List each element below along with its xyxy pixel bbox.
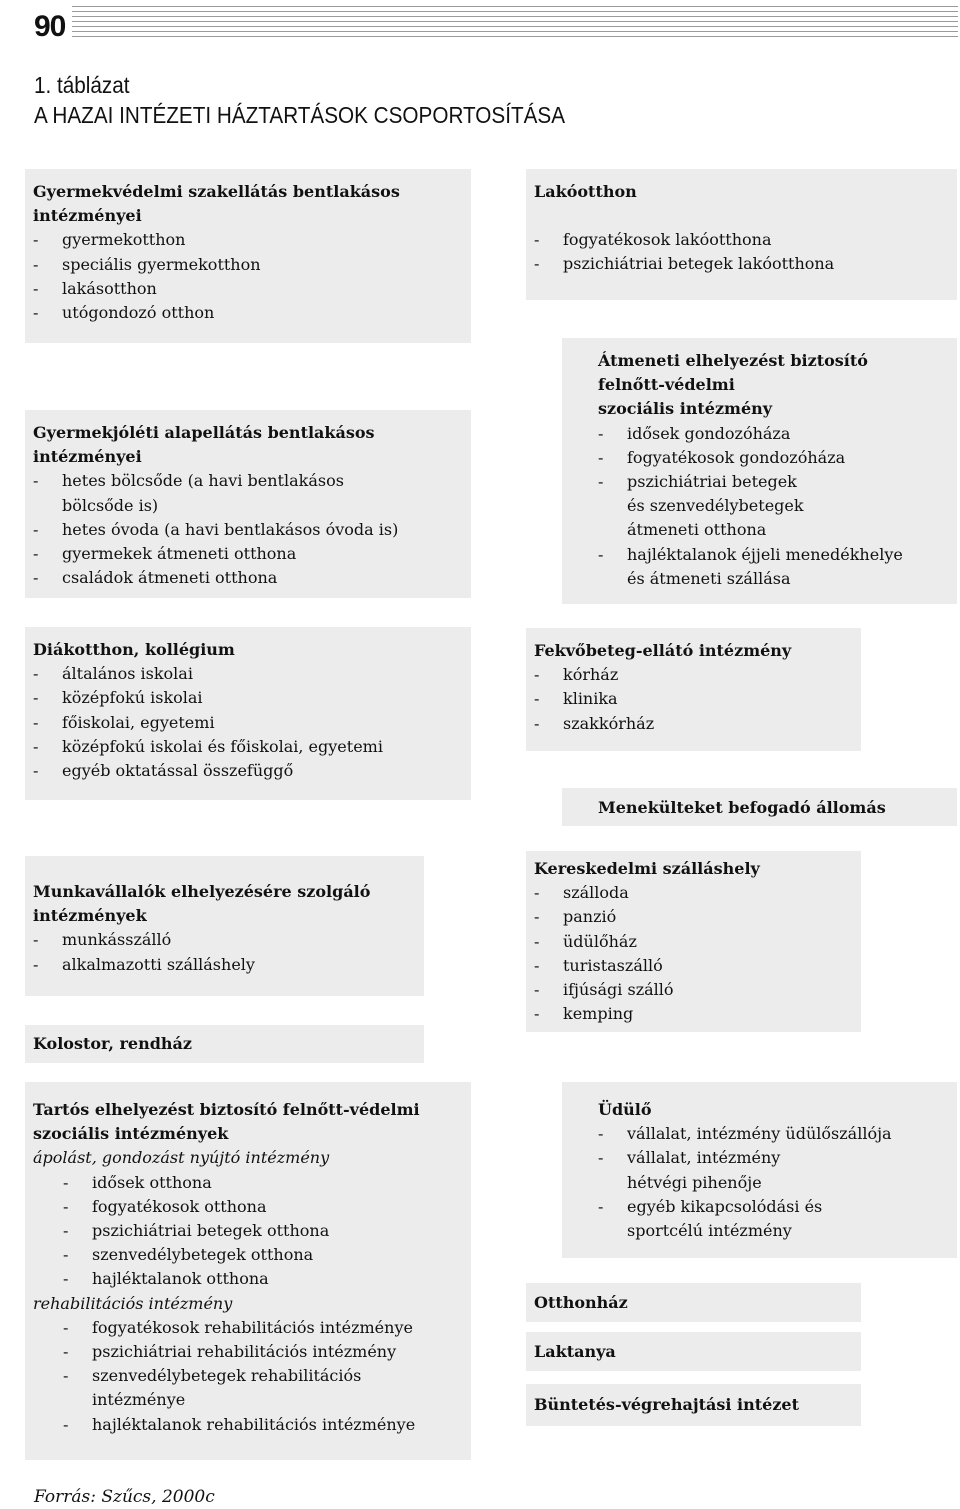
box-kereskedelmi (526, 851, 861, 1032)
box-gyermekjoleti (25, 410, 471, 598)
table-title: A HAZAI INTÉZETI HÁZTARTÁSOK CSOPORTOSÍTÁSA (34, 102, 566, 128)
box-fekvobeteg (526, 628, 861, 751)
list-item: - egyéb kikapcsolódási és (598, 1196, 823, 1216)
list-item: - speciális gyermekotthon (33, 254, 261, 274)
table-number: 1. táblázat (34, 72, 130, 98)
box-title-cont: felnőtt-védelmi (598, 375, 735, 395)
subgroup-title: rehabilitációs intézmény (33, 1293, 233, 1313)
list-item: - középfokú iskolai és főiskolai, egyetemi (33, 736, 383, 756)
box-title: Gyermekvédelmi szakellátás bentlakásos (33, 182, 400, 201)
box-title: Otthonház (534, 1293, 628, 1312)
list-item: - főiskolai, egyetemi (33, 712, 215, 732)
list-item: - fogyatékosok gondozóháza (598, 447, 846, 467)
list-item: - klinika (534, 689, 618, 709)
box-title: Laktanya (534, 1342, 616, 1361)
list-item-cont: bölcsőde is) (62, 495, 159, 515)
list-item: - hajléktalanok éjjeli menedékhelye (598, 544, 903, 564)
list-item-cont: és szenvedélybetegek (627, 496, 804, 516)
box-title: Gyermekjóléti alapellátás bentlakásos (33, 423, 375, 442)
box-title: Kereskedelmi szálláshely (534, 859, 760, 878)
box-title-cont: intézményei (33, 206, 142, 226)
list-item-cont: intézménye (92, 1390, 186, 1410)
list-item: - középfokú iskolai (33, 688, 203, 708)
list-item: - utógondozó otthon (33, 303, 215, 323)
list-item: - egyéb oktatással összefüggő (33, 761, 294, 781)
list-item: - idősek otthona (63, 1172, 212, 1192)
list-item: - általános iskolai (33, 664, 193, 684)
box-buntetes (526, 1384, 861, 1426)
list-item: - pszichiátriai betegek (598, 472, 797, 492)
box-title-cont: szociális intézmények (33, 1124, 229, 1144)
box-lakootthon (526, 169, 957, 300)
box-title: Menekülteket befogadó állomás (598, 798, 886, 817)
list-item: - üdülőház (534, 931, 637, 951)
box-title: Lakóotthon (534, 182, 637, 201)
list-item: - munkásszálló (33, 930, 172, 950)
box-gyermekvedelmi (25, 169, 471, 343)
list-item: - hetes óvoda (a havi bentlakásos óvoda is) (33, 519, 399, 539)
list-item-cont: és átmeneti szállása (627, 568, 791, 588)
page-number: 90 (34, 10, 66, 43)
list-item: - pszichiátriai betegek otthona (63, 1221, 330, 1241)
list-item: - szálloda (534, 883, 629, 903)
table-caption (34, 70, 565, 130)
box-title: Kolostor, rendház (33, 1034, 192, 1053)
subgroup-title: ápolást, gondozást nyújtó intézmény (33, 1148, 330, 1168)
list-item: - turistaszálló (534, 955, 663, 975)
box-kolostor (25, 1025, 424, 1063)
box-munkavallalok (25, 856, 424, 996)
box-title-cont: szociális intézmény (598, 399, 773, 419)
box-title: Átmeneti elhelyezést biztosító (598, 351, 868, 370)
box-title: Munkavállalók elhelyezésére szolgáló (33, 882, 371, 901)
box-title: Büntetés-végrehajtási intézet (534, 1395, 799, 1414)
box-title-cont: intézmények (33, 906, 147, 926)
list-item: - gyermekotthon (33, 230, 186, 250)
list-item: - családok átmeneti otthona (33, 568, 278, 588)
box-otthonhaz (526, 1283, 861, 1322)
box-atmeneti (562, 338, 957, 604)
list-item: - pszichiátriai betegek lakóotthona (534, 254, 835, 274)
box-tartos (25, 1082, 471, 1460)
header-rule-lines (72, 6, 958, 38)
list-item: - gyermekek átmeneti otthona (33, 544, 297, 564)
list-item: - panzió (534, 907, 617, 927)
list-item: - hetes bölcsőde (a havi bentlakásos (33, 471, 344, 491)
list-item: - alkalmazotti szálláshely (33, 954, 255, 974)
list-item: - pszichiátriai rehabilitációs intézmény (63, 1342, 397, 1362)
list-item: - szenvedélybetegek otthona (63, 1245, 314, 1265)
list-item: - lakásotthon (33, 278, 157, 298)
list-item: - vállalat, intézmény üdülőszállója (598, 1124, 892, 1144)
source-note: Forrás: Szűcs, 2000c (34, 1487, 215, 1507)
list-item: - szakkórház (534, 713, 655, 733)
list-item: - kemping (534, 1004, 634, 1024)
list-item: - idősek gondozóháza (598, 423, 791, 443)
list-item-cont: átmeneti otthona (627, 520, 767, 540)
box-menekult (562, 788, 957, 826)
list-item: - szenvedélybetegek rehabilitációs (63, 1366, 362, 1386)
list-item-cont: sportcélú intézmény (627, 1221, 792, 1241)
list-item: - fogyatékosok rehabilitációs intézménye (63, 1317, 413, 1337)
list-item-cont: hétvégi pihenője (627, 1172, 762, 1192)
list-item: - vállalat, intézmény (598, 1148, 781, 1168)
list-item: - fogyatékosok otthona (63, 1196, 267, 1216)
list-item: - fogyatékosok lakóotthona (534, 230, 772, 250)
list-item: - kórház (534, 665, 619, 685)
box-udulo (562, 1082, 957, 1258)
list-item: - hajléktalanok rehabilitációs intézménye (63, 1414, 416, 1434)
box-laktanya (526, 1332, 861, 1371)
box-diakotthon (25, 627, 471, 800)
box-title: Fekvőbeteg-ellátó intézmény (534, 641, 792, 660)
box-title: Tartós elhelyezést biztosító felnőtt-védelmi (33, 1100, 420, 1119)
list-item: - hajléktalanok otthona (63, 1269, 269, 1289)
box-title: Üdülő (598, 1100, 652, 1119)
list-item: - ifjúsági szálló (534, 980, 674, 1000)
box-title-cont: intézményei (33, 447, 142, 467)
box-title: Diákotthon, kollégium (33, 640, 235, 659)
